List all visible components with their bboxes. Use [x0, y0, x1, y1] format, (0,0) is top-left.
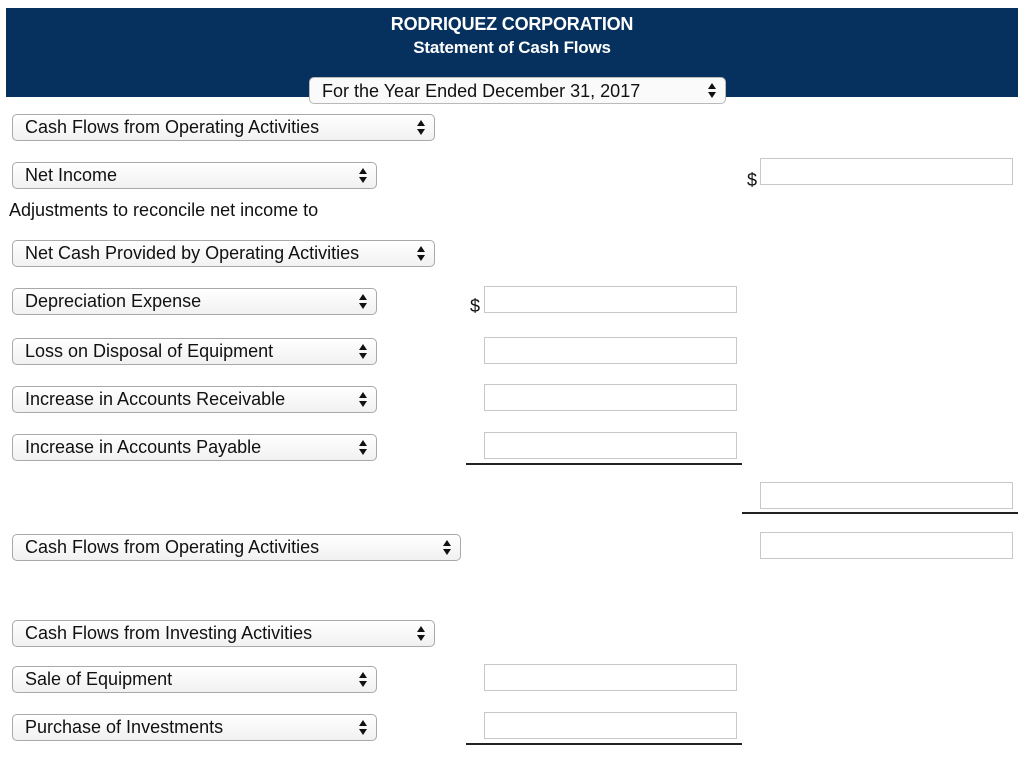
- sale-equipment-label: Sale of Equipment: [25, 669, 173, 689]
- net-income-dollar-sign: $: [747, 170, 758, 190]
- adjustments-text: Adjustments to reconcile net income to: [9, 200, 319, 220]
- purchase-investments-label: Purchase of Investments: [25, 717, 224, 737]
- depreciation-select[interactable]: [12, 288, 377, 315]
- increase-ar-select[interactable]: [12, 386, 377, 413]
- operating-total-label: Cash Flows from Operating Activities: [25, 537, 320, 557]
- increase-ar-label: Increase in Accounts Receivable: [25, 389, 286, 409]
- adjustments-total-input[interactable]: [760, 482, 1013, 509]
- statement-header: [6, 8, 1018, 101]
- loss-disposal-label: Loss on Disposal of Equipment: [25, 341, 274, 361]
- up-down-arrows-icon: [358, 343, 368, 360]
- net-income-label: Net Income: [25, 165, 118, 185]
- net-income-amount-input[interactable]: [760, 158, 1013, 185]
- depreciation-dollar-sign: $: [470, 296, 481, 316]
- up-down-arrows-icon: [416, 245, 426, 262]
- net-cash-operating-select[interactable]: [12, 240, 435, 267]
- operating-heading-label: Cash Flows from Operating Activities: [25, 117, 320, 137]
- increase-ap-label: Increase in Accounts Payable: [25, 437, 262, 457]
- depreciation-label: Depreciation Expense: [25, 291, 202, 311]
- up-down-arrows-icon: [358, 293, 368, 310]
- purchase-investments-select[interactable]: [12, 714, 377, 741]
- operating-total-input[interactable]: [760, 532, 1013, 559]
- increase-ap-select[interactable]: [12, 434, 377, 461]
- sale-equipment-amount-input[interactable]: [484, 664, 737, 691]
- net-cash-operating-label: Net Cash Provided by Operating Activities: [25, 243, 360, 263]
- investing-heading-label: Cash Flows from Investing Activities: [25, 623, 313, 643]
- up-down-arrows-icon: [416, 625, 426, 642]
- net-income-select[interactable]: [12, 162, 377, 189]
- up-down-arrows-icon: [358, 167, 368, 184]
- up-down-arrows-icon: [416, 119, 426, 136]
- up-down-arrows-icon: [707, 82, 717, 99]
- depreciation-amount-input[interactable]: [484, 286, 737, 313]
- sale-equipment-select[interactable]: [12, 666, 377, 693]
- up-down-arrows-icon: [358, 671, 368, 688]
- operating-heading-select[interactable]: [12, 114, 435, 141]
- period-select-label: For the Year Ended December 31, 2017: [322, 81, 641, 101]
- loss-disposal-amount-input[interactable]: [484, 337, 737, 364]
- total-underline: [742, 512, 1018, 514]
- loss-disposal-select[interactable]: [12, 338, 377, 365]
- operating-total-select[interactable]: [12, 534, 461, 561]
- statement-title: Statement of Cash Flows: [413, 38, 611, 57]
- investing-underline: [466, 743, 742, 745]
- increase-ap-amount-input[interactable]: [484, 432, 737, 459]
- increase-ar-amount-input[interactable]: [484, 384, 737, 411]
- subtotal-underline: [466, 463, 742, 465]
- company-name: RODRIQUEZ CORPORATION: [390, 14, 634, 34]
- up-down-arrows-icon: [358, 719, 368, 736]
- period-select[interactable]: [309, 77, 726, 104]
- up-down-arrows-icon: [358, 391, 368, 408]
- purchase-investments-amount-input[interactable]: [484, 712, 737, 739]
- up-down-arrows-icon: [442, 539, 452, 556]
- investing-heading-select[interactable]: [12, 620, 435, 647]
- up-down-arrows-icon: [358, 439, 368, 456]
